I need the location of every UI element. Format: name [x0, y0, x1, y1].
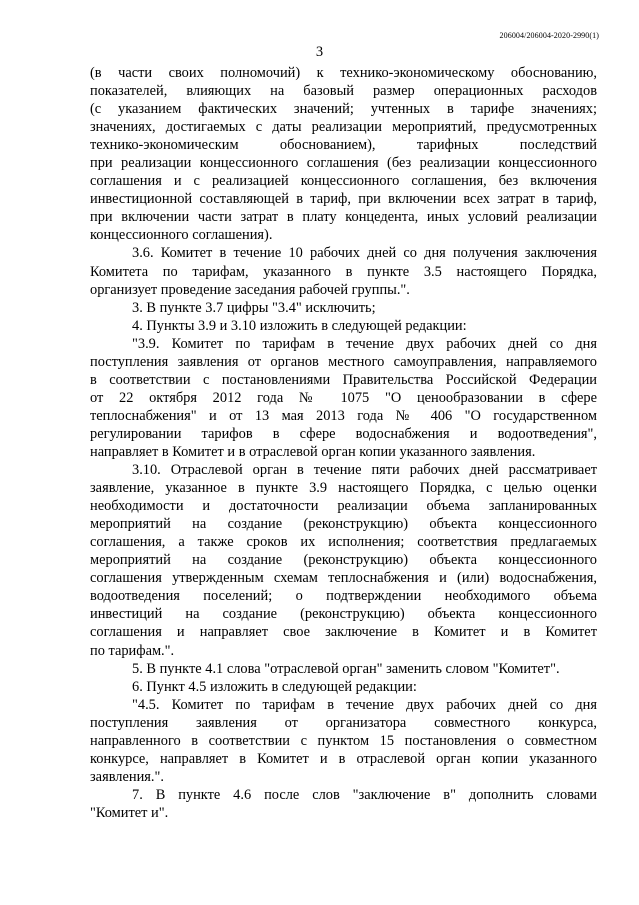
text-line: 7. В пункте 4.6 после слов "заключение в" дополнить словами	[132, 786, 597, 803]
paragraph	[90, 678, 597, 696]
paragraph	[90, 335, 597, 461]
text-line: соглашения, а также сроков их исполнения; соответствия предлагаемых	[90, 534, 597, 551]
text-line: мероприятий на создание (реконструкцию) объекта концессионного	[90, 552, 597, 569]
text-line: теплоснабжения" и от 13 мая 2013 года № 406 "О государственном	[90, 407, 597, 424]
document-body	[90, 64, 597, 822]
text-line: от 22 октября 2012 года № 1075 "О ценообразовании в сфере	[90, 389, 597, 406]
paragraph	[90, 461, 597, 660]
paragraph	[90, 299, 597, 317]
text-line: инвестиционной составляющей в тариф, при включении всех затрат в тариф,	[90, 191, 597, 208]
text-line: направленного в соответствии с пунктом 15 постановления о совместном	[90, 732, 597, 749]
text-line: в соответствии с постановлениями Правительства Российской Федерации	[90, 371, 597, 388]
text-line: значениях, достигаемых с даты реализации мероприятий, предусмотренных	[90, 119, 597, 136]
text-line: 3.6. Комитет в течение 10 рабочих дней со дня получения заключения	[132, 245, 597, 262]
text-line: регулировании тарифов в сфере водоснабжения и водоотведения",	[90, 425, 597, 442]
text-line: заявление, указанное в пункте 3.9 настоящего Порядка, с целью оценки	[90, 480, 597, 497]
document-id: 206004/206004-2020-2990(1)	[499, 31, 599, 40]
paragraph	[90, 64, 597, 244]
text-line: "Комитет и".	[90, 804, 169, 821]
text-line: технико-экономическим обоснованием), тарифных последствий	[90, 137, 597, 154]
text-line: соглашения утвержденным схемам теплоснабжения и (или) водоснабжения,	[90, 570, 597, 587]
text-line: (с указанием фактических значений; учтенных в тарифе значениях;	[90, 101, 597, 118]
text-line: при реализации концессионного соглашения (без реализации концессионного	[90, 155, 597, 172]
paragraph	[90, 786, 597, 822]
text-line: "3.9. Комитет по тарифам в течение двух рабочих дней со дня	[132, 335, 597, 352]
text-line: необходимости и достаточности реализации объема запланированных	[90, 498, 597, 515]
text-line: по тарифам.".	[90, 642, 175, 659]
text-line: поступления заявления от органов местного самоуправления, направляемого	[90, 353, 597, 370]
text-line: поступления заявления от организатора совместного конкурса,	[90, 714, 597, 731]
text-line: конкурсе, направляет в Комитет и в отраслевой орган копии указанного	[90, 750, 597, 767]
text-line: водоотведения поселений; о подтверждении необходимого объема	[90, 588, 597, 605]
text-line: инвестиций на создание (реконструкцию) объекта концессионного	[90, 606, 597, 623]
text-line: заявления.".	[90, 768, 164, 785]
text-line: 6. Пункт 4.5 изложить в следующей редакции:	[132, 678, 417, 695]
text-line: показателей, влияющих на базовый размер операционных расходов	[90, 83, 597, 100]
text-line: "4.5. Комитет по тарифам в течение двух рабочих дней со дня	[132, 696, 597, 713]
paragraph	[90, 696, 597, 786]
text-line: 4. Пункты 3.9 и 3.10 изложить в следующей редакции:	[132, 317, 467, 334]
text-line: 3.10. Отраслевой орган в течение пяти рабочих дней рассматривает	[132, 462, 597, 479]
text-line: направляет в Комитет и в отраслевой орган копии указанного заявления.	[90, 443, 536, 460]
text-line: Комитета по тарифам, указанного в пункте 3.5 настоящего Порядка,	[90, 263, 597, 280]
text-line: концессионного соглашения).	[90, 227, 273, 244]
page-number: 3	[315, 44, 324, 60]
text-line: (в части своих полномочий) к технико-экономическому обоснованию,	[90, 65, 597, 81]
text-line: 3. В пункте 3.7 цифры "3.4" исключить;	[132, 299, 376, 316]
text-line: мероприятий на создание (реконструкцию) объекта концессионного	[90, 516, 597, 533]
paragraph	[90, 660, 597, 678]
paragraph	[90, 244, 597, 298]
text-line: соглашения и направляет свое заключение в Комитет и в Комитет	[90, 624, 597, 641]
paragraph	[90, 317, 597, 335]
text-line: 5. В пункте 4.1 слова "отраслевой орган" заменить словом "Комитет".	[132, 660, 560, 677]
text-line: организует проведение заседания рабочей группы.".	[90, 281, 410, 298]
text-line: при включении части затрат в плату концедента, иных условий реализации	[90, 209, 597, 226]
text-line: соглашения и с реализацией концессионного соглашения, без включения	[90, 173, 597, 190]
